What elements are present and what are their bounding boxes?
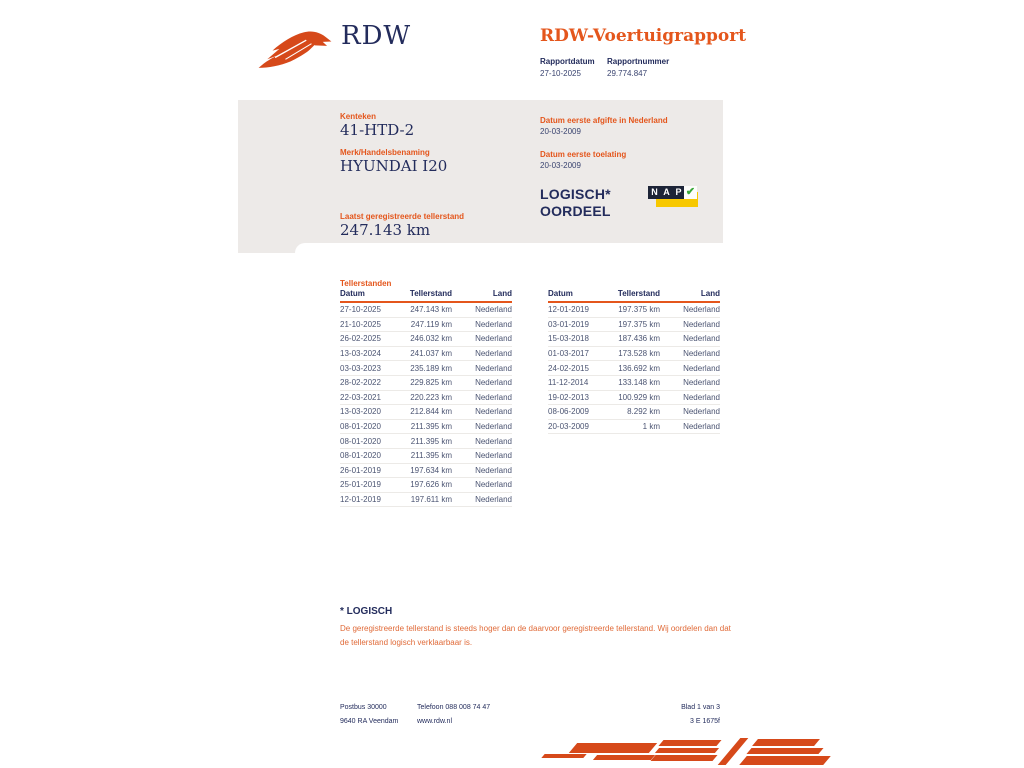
table-row (548, 405, 720, 420)
cell-datum: 21-10-2025 (340, 319, 381, 329)
footer-address-line2: 9640 RA Veendam (340, 718, 399, 725)
cell-tellerstand: 211.395 km (410, 451, 452, 461)
cell-tellerstand: 187.436 km (618, 334, 660, 344)
footer-page-info (620, 701, 720, 729)
cell-datum: 20-03-2009 (548, 422, 589, 432)
odometer-table-right (548, 291, 720, 434)
table-row (340, 464, 512, 479)
cell-datum: 11-12-2014 (548, 378, 589, 388)
cell-tellerstand: 220.223 km (410, 392, 452, 402)
cell-land: Nederland (475, 349, 512, 359)
oordeel-line2: OORDEEL (540, 203, 611, 219)
cell-datum: 03-03-2023 (340, 363, 381, 373)
table-row (340, 478, 512, 493)
rapportnummer-label: Rapportnummer (607, 57, 670, 66)
table-body (340, 303, 512, 507)
cell-land: Nederland (475, 305, 512, 315)
cell-datum: 26-01-2019 (340, 465, 381, 475)
footer-address-line1: Postbus 30000 (340, 704, 387, 711)
col-header-datum: Datum (340, 289, 365, 298)
logisch-explanation-heading: * LOGISCH (340, 606, 393, 617)
table-row (548, 361, 720, 376)
cell-tellerstand: 229.825 km (410, 378, 452, 388)
table-body (548, 303, 720, 434)
footer-page-number: Blad 1 van 3 (681, 704, 720, 711)
cell-land: Nederland (683, 349, 720, 359)
cell-datum: 13-03-2020 (340, 407, 381, 417)
afgifte-label: Datum eerste afgifte in Nederland (540, 116, 668, 125)
cell-tellerstand: 197.611 km (410, 495, 452, 505)
cell-land: Nederland (475, 319, 512, 329)
cell-tellerstand: 212.844 km (410, 407, 452, 417)
oordeel-line1: LOGISCH* (540, 186, 611, 202)
cell-tellerstand: 246.032 km (410, 334, 452, 344)
cell-datum: 24-02-2015 (548, 363, 589, 373)
content-card-corner (295, 243, 735, 273)
table-header-row (340, 291, 512, 303)
cell-tellerstand: 211.395 km (410, 422, 452, 432)
rdw-wordmark: RDW (341, 21, 412, 51)
footer-website: www.rdw.nl (417, 718, 453, 725)
logisch-explanation-body: De geregistreerde tellerstand is steeds hoger dan de daarvoor geregistreerde tellerstand. Wij oordelen dan dat de tellerstand logisch verklaarbaar is. (340, 624, 731, 647)
cell-land: Nederland (683, 407, 720, 417)
merk-label: Merk/Handelsbenaming (340, 148, 430, 157)
cell-land: Nederland (475, 480, 512, 490)
cell-datum: 28-02-2022 (340, 378, 381, 388)
cell-datum: 25-01-2019 (340, 480, 381, 490)
col-header-land: Land (700, 289, 720, 298)
nap-logo-icon (648, 186, 698, 208)
footer-phone: Telefoon 088 008 74 47 (417, 704, 491, 711)
table-row (548, 332, 720, 347)
cell-tellerstand: 100.929 km (618, 392, 660, 402)
cell-tellerstand: 197.626 km (410, 480, 452, 490)
rapportnummer-value: 29.774.847 (607, 69, 648, 78)
tellerstanden-title: Tellerstanden (340, 279, 392, 288)
cell-tellerstand: 241.037 km (410, 349, 452, 359)
cell-datum: 22-03-2021 (340, 392, 381, 402)
cell-tellerstand: 197.375 km (618, 305, 660, 315)
cell-land: Nederland (475, 363, 512, 373)
cell-datum: 12-01-2019 (340, 495, 381, 505)
toelating-value: 20-03-2009 (540, 161, 581, 170)
table-row (340, 391, 512, 406)
cell-land: Nederland (683, 422, 720, 432)
cell-tellerstand: 247.143 km (410, 305, 452, 315)
nap-letter-n: N (648, 186, 661, 199)
col-header-tellerstand: Tellerstand (409, 289, 452, 298)
col-header-land: Land (492, 289, 512, 298)
table-row (340, 318, 512, 333)
nap-letter-p: P (672, 186, 685, 199)
kenteken-label: Kenteken (340, 112, 377, 121)
merk-value: HYUNDAI I20 (340, 157, 448, 175)
table-row (548, 391, 720, 406)
rdw-stripe-watermark-graphic (543, 736, 793, 768)
table-row (340, 493, 512, 508)
cell-datum: 13-03-2024 (340, 349, 381, 359)
cell-tellerstand: 197.375 km (618, 319, 660, 329)
cell-land: Nederland (683, 334, 720, 344)
footer-form-code: 3 E 1675f (690, 718, 720, 725)
cell-datum: 01-03-2017 (548, 349, 589, 359)
table-row (548, 420, 720, 435)
cell-land: Nederland (475, 378, 512, 388)
col-header-tellerstand: Tellerstand (617, 289, 660, 298)
cell-datum: 08-01-2020 (340, 451, 381, 461)
toelating-label: Datum eerste toelating (540, 150, 627, 159)
table-row (340, 434, 512, 449)
cell-datum: 08-01-2020 (340, 422, 381, 432)
cell-land: Nederland (475, 495, 512, 505)
cell-land: Nederland (683, 392, 720, 402)
odometer-table-left (340, 291, 512, 507)
table-row (548, 318, 720, 333)
table-row (340, 303, 512, 318)
cell-land: Nederland (475, 451, 512, 461)
table-row (340, 405, 512, 420)
cell-tellerstand: 8.292 km (627, 407, 660, 417)
table-row (340, 347, 512, 362)
cell-datum: 26-02-2025 (340, 334, 381, 344)
col-header-datum: Datum (548, 289, 573, 298)
table-row (548, 347, 720, 362)
table-header-row (548, 291, 720, 303)
cell-land: Nederland (683, 305, 720, 315)
cell-tellerstand: 1 km (642, 422, 660, 432)
table-row (340, 420, 512, 435)
table-row (548, 303, 720, 318)
table-row (340, 449, 512, 464)
cell-land: Nederland (475, 392, 512, 402)
cell-land: Nederland (475, 436, 512, 446)
page-title: RDW-Voertuigrapport (540, 26, 747, 46)
table-row (548, 376, 720, 391)
cell-land: Nederland (683, 378, 720, 388)
cell-tellerstand: 133.148 km (618, 378, 660, 388)
table-row (340, 376, 512, 391)
cell-land: Nederland (683, 363, 720, 373)
cell-land: Nederland (475, 422, 512, 432)
cell-tellerstand: 211.395 km (410, 436, 452, 446)
cell-datum: 08-06-2009 (548, 407, 589, 417)
cell-tellerstand: 235.189 km (410, 363, 452, 373)
table-row (340, 361, 512, 376)
nap-letter-a: A (660, 186, 673, 199)
cell-tellerstand: 247.119 km (410, 319, 452, 329)
kenteken-value: 41-HTD-2 (340, 121, 415, 139)
cell-datum: 12-01-2019 (548, 305, 589, 315)
rapportdatum-label: Rapportdatum (540, 57, 595, 66)
cell-datum: 08-01-2020 (340, 436, 381, 446)
oordeel-result (540, 186, 611, 220)
laatste-tellerstand-label: Laatst geregistreerde tellerstand (340, 212, 465, 221)
cell-datum: 03-01-2019 (548, 319, 589, 329)
cell-land: Nederland (475, 334, 512, 344)
cell-tellerstand: 197.634 km (410, 465, 452, 475)
table-row (340, 332, 512, 347)
cell-land: Nederland (475, 465, 512, 475)
cell-datum: 19-02-2013 (548, 392, 589, 402)
laatste-tellerstand-value: 247.143 km (340, 221, 431, 239)
cell-datum: 27-10-2025 (340, 305, 381, 315)
rdw-bird-logo-icon (256, 26, 334, 70)
rapportdatum-value: 27-10-2025 (540, 69, 581, 78)
cell-tellerstand: 136.692 km (618, 363, 660, 373)
footer-address (340, 701, 398, 729)
cell-land: Nederland (683, 319, 720, 329)
footer-contact (417, 701, 490, 729)
cell-tellerstand: 173.528 km (618, 349, 660, 359)
cell-datum: 15-03-2018 (548, 334, 589, 344)
cell-land: Nederland (475, 407, 512, 417)
afgifte-value: 20-03-2009 (540, 127, 581, 136)
nap-checkmark-icon: ✔ (685, 186, 696, 198)
